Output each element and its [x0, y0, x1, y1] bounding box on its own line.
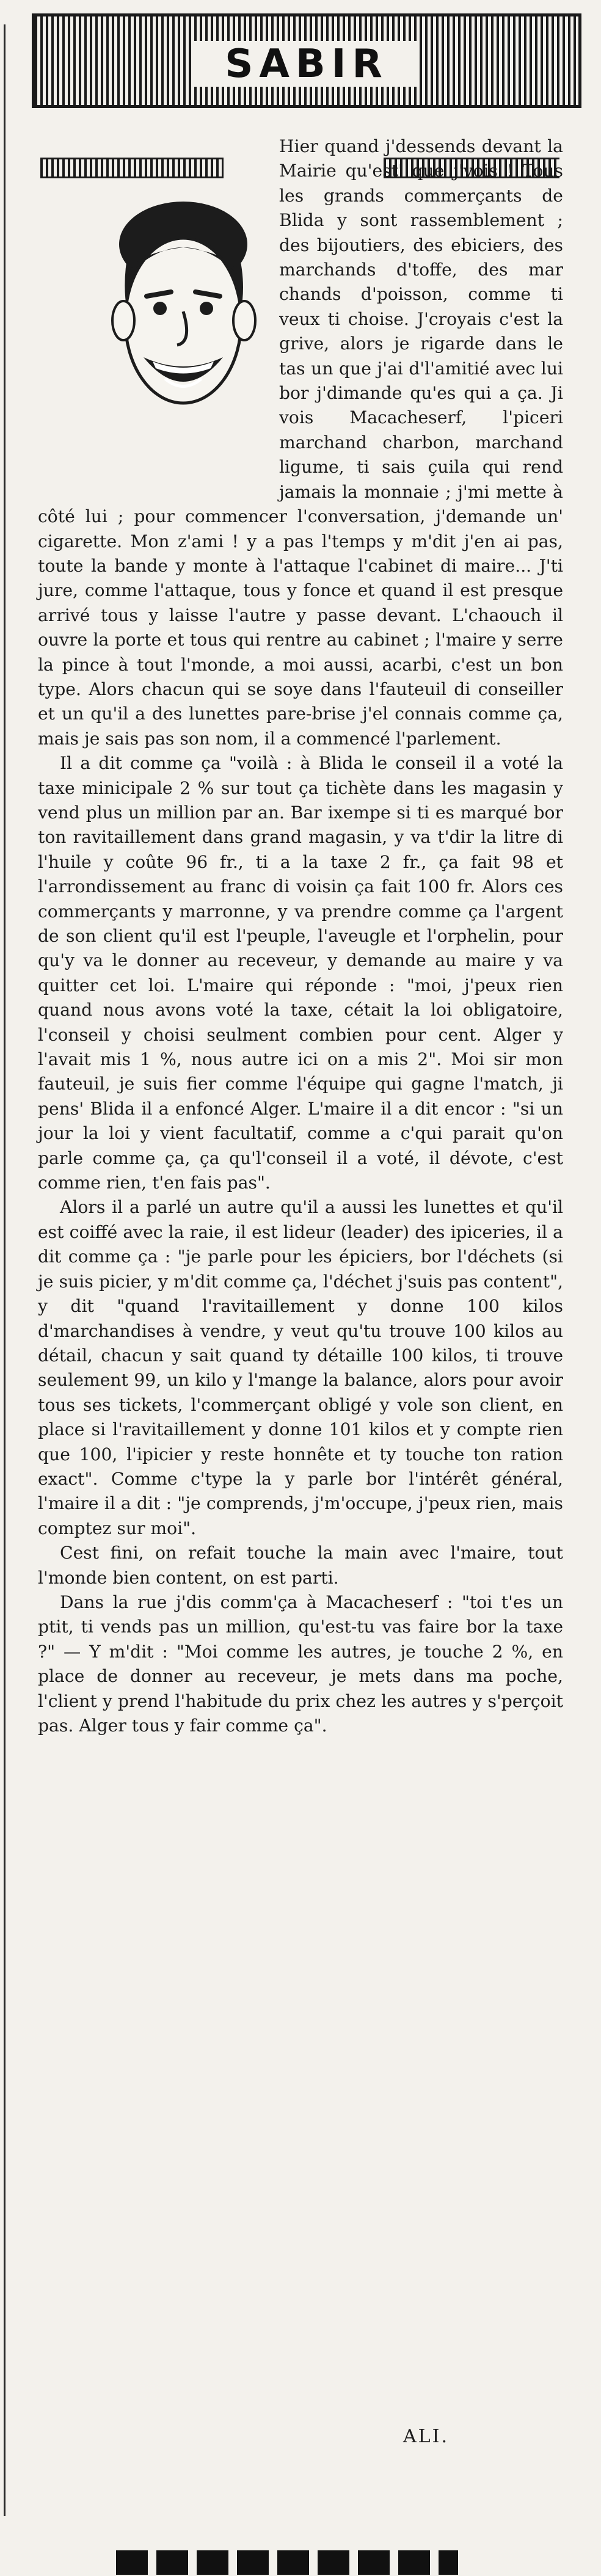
article-paragraph: Cest fini, on refait touche la main avec l'maire, tout l'monde bien content, on est parti.: [38, 1543, 563, 1588]
article-paragraph: Il a dit comme ça "voilà : à Blida le conseil il a voté la taxe minicipale 2 % sur tout ça tichète dans les magasin y vend plus un million par an. Bar ixempe si ti es marqué bor ton ravitaillement dans grand magasin, y va t'dir la litre di l'huile y coûte 96 fr., ti a la taxe 2 fr., ça fait 98 et l'arrondissement au franc di voisin ça fait 100 fr. Alors ces commerçants y marronne, y va prendre comme ça l'argent de son client qu'il est l'peuple, l'aveugle et l'orphelin, pour qu'y va le donner au receveur, y demande au maire y va quitter cet loi. L'maire qui réponde : "moi, j'peux rien quand nous avons voté la taxe, cétait la loi obligatoire, l'conseil y choisi seulment combien pour cent. Alger y l'avait mis 1 %, nous autre ici on a mis 2". Moi sir mon fauteuil, je suis fier comme l'équipe qui gagne l'match, ji pens' Blida il a enfoncé Alger. L'maire il a dit encor : "si un jour la loi y vient facultatif, comme a c'qui parait qu'on parle comme ça, ça qu'l'conseil il a voté, il dévote, c'est comme rien, t'en fais pas".: [38, 753, 563, 1193]
page-title: SABIR: [225, 41, 388, 87]
title-plate: [194, 41, 420, 87]
portrait-float-space: [38, 134, 279, 486]
author-signature: ALI.: [403, 2426, 449, 2447]
article-body: [38, 134, 563, 1738]
article-paragraph: Hier quand j'dessends devant la Mairie qu'est' que j'vois ! Tous les grands commerçants de Blida y sont rassemblement ; des bijoutiers, des ebiciers, des marchands d'toffe, des mar chands d'poisson, comme ti veux ti choise. J'croyais c'est la grive, alors je rigarde dans le tas un que j'ai d'l'amitié avec lui bor j'dimande qu'es qui a ça. Ji vois Macacheserf, l'piceri marchand charbon, marchand ligume, ti sais çuila qui rend jamais la monnaie ; j'mi mette à côté lui ; pour commencer l'conversation, j'demande un' cigarette. Mon z'ami ! y a pas l'temps y m'dit j'en ai pas, toute la bande y monte à l'attaque l'cabinet di maire... J'ti jure, comme l'attaque, tous y fonce et quand il est presque arrivé tous y laisse l'autre y passe devant. L'chaouch il ouvre la porte et tous qui rentre au cabinet ; l'maire y serre la pince à tout l'monde, a moi aussi, acarbi, c'est un bon type. Alors chacun qui se soye dans l'fauteuil di conseiller et un qu'il a des lunettes pare-brise j'el connais comme ça, mais je sais pas son nom, il a commencé l'parlement.: [38, 136, 563, 749]
article-paragraph: Alors il a parlé un autre qu'il a aussi les lunettes et qu'il est coiffé avec la raie, il est lideur (leader) des ipiceries, il a dit comme ça : "je parle pour les épiciers, bor l'déchets (si je suis picier, y m'dit comme ça, l'déchet j'suis pas content", y dit "quand l'ravitaillement y donne 100 kilos d'marchandises à vendre, y veut qu'tu trouve 100 kilos au détail, chacun y sait quand ty détaille 100 kilos, ti trouve seulement 99, un kilo y l'mange la balance, alors pour avoir tous ses tickets, l'commerçant obligé y vole son client, en place si l'ravitaillement y donne 101 kilos et y compte rien que 100, l'ipicier y reste honnête et ty touche ton ration exact". Comme c'type la y parle bor l'intérêt général, l'maire il a dit : "je comprends, j'm'occupe, j'peux rien, mais comptez sur moi".: [38, 1197, 563, 1538]
next-headline-fragment: [116, 2539, 544, 2576]
cut-off-headline: [116, 2550, 458, 2575]
article-paragraph: Dans la rue j'dis comm'ça à Macacheserf : "toi t'es un ptit, ti vends pas un million, qu'est-tu vas faire bor la taxe ?" — Y m'dit : "Moi comme les autres, je touche 2 %, en place de donner au receveur, je mets dans ma poche, l'client y prend l'habitude du prix chez les autres y s'perçoit pas. Alger tous y fair comme ça".: [38, 1592, 563, 1736]
column-rule: [4, 24, 5, 2516]
header-band: [32, 13, 581, 108]
